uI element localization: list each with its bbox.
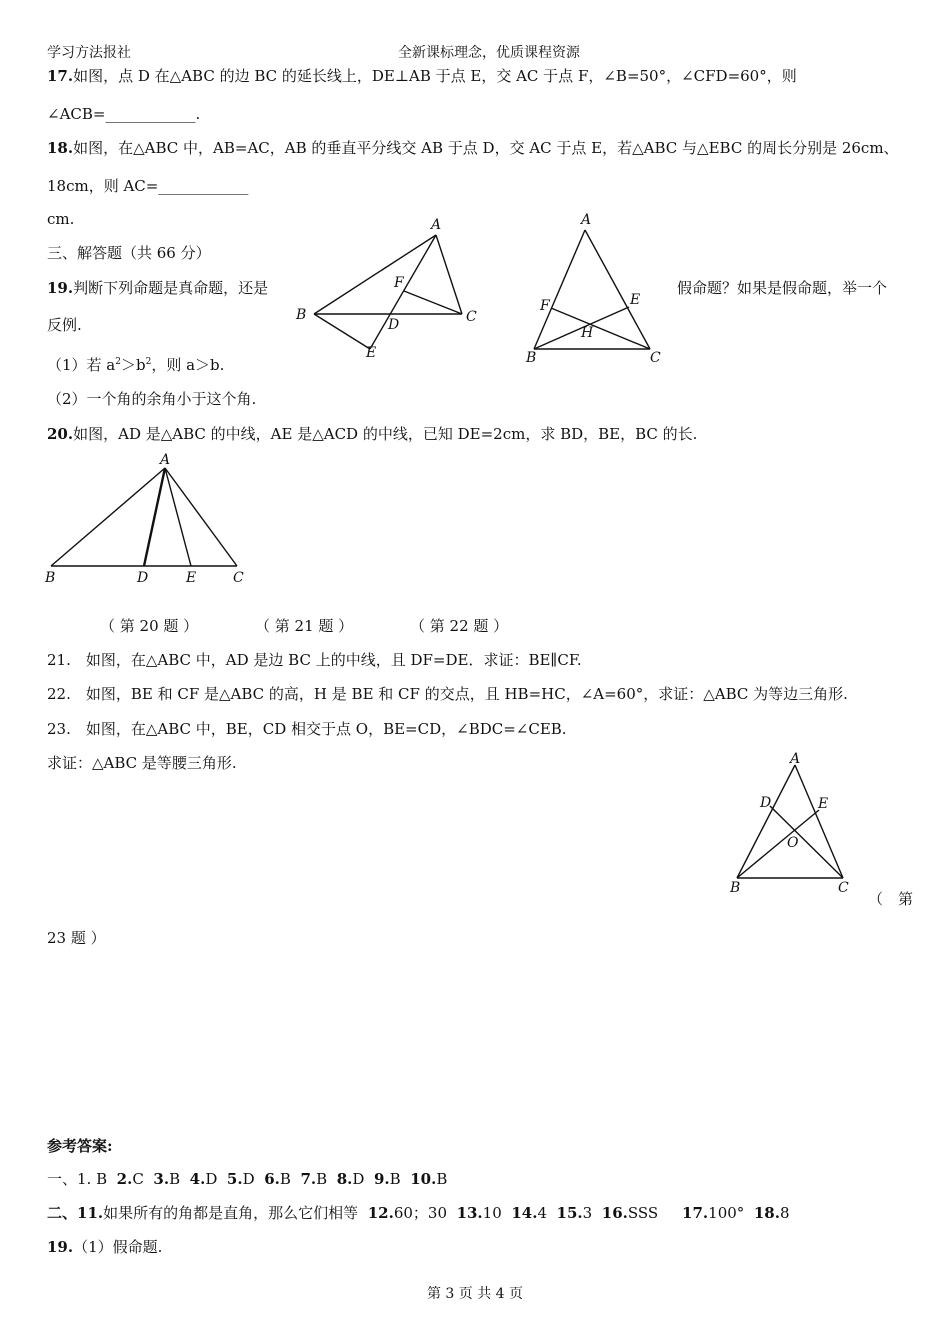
answer-item: 10.B [410, 1170, 448, 1188]
label-E: E [366, 345, 377, 361]
question-text: 如图，AD 是△ABC 的中线，AE 是△ACD 的中线，已知 DE=2cm，求 BD，BE，BC 的长. [73, 425, 698, 443]
answer-item: 8.D [336, 1170, 365, 1188]
question-text: 如图，在△ABC 中，AB=AC，AB 的垂直平分线交 AB 于点 D，交 AC 于点 E，若△ABC 与△EBC 的周长分别是 26cm、 [73, 139, 899, 157]
figure-20 [40, 450, 260, 590]
label-E: E [186, 570, 197, 586]
caption-23-part1: （ 第 [868, 890, 914, 908]
answer-item: 4.D [189, 1170, 218, 1188]
label-D: D [137, 570, 149, 586]
question-18-line2: 18cm，则 AC=____________ [47, 177, 249, 195]
answer-item: 14.4 [511, 1204, 547, 1222]
figure-18 [520, 210, 680, 370]
label-A: A [581, 212, 592, 228]
header-left: 学习方法报社 [47, 45, 131, 61]
caption-20: （ 第 20 题 ） [100, 617, 199, 635]
question-19-item1: （1）若 $a^2>b^2$，则 a＞b. [47, 356, 225, 374]
label-F: F [540, 298, 550, 314]
question-18-line3: cm. [47, 210, 75, 228]
answer-item: 9.B [373, 1170, 401, 1188]
label-D: D [388, 317, 400, 333]
caption-21: （ 第 21 题 ） [255, 617, 354, 635]
answers-row-1: 一、1. B 2.C 3.B 4.D 5.D 6.B 7.B 8.D 9.B 10.B [47, 1170, 448, 1188]
question-23: 23. 如图，在△ABC 中，BE，CD 相交于点 O，BE=CD，∠BDC=∠CEB. [47, 720, 567, 738]
figure-23 [725, 748, 875, 898]
question-number: 20. [47, 425, 74, 443]
question-number: 19. [47, 279, 74, 297]
label-F: F [394, 275, 404, 291]
question-17 [47, 66, 797, 86]
question-number: 17. [47, 67, 74, 85]
answers-row-2: 二、11.如果所有的角都是直角，那么它们相等 12.60；30 13.10 14.4 15.3 16.SSS 17.100° 18.8 [47, 1204, 790, 1222]
label-B: B [526, 350, 537, 366]
label-E: E [630, 292, 641, 308]
label-A: A [431, 217, 442, 233]
label-A: A [790, 751, 801, 767]
answer-item: 15.3 [556, 1204, 593, 1222]
label-B: B [730, 880, 741, 896]
question-23-line2: 求证：△ABC 是等腰三角形. [47, 754, 237, 772]
question-19-cont: 假命题？如果是假命题，举一个 [677, 279, 888, 297]
answer-item: 3.B [153, 1170, 181, 1188]
section-title: 三、解答题（共 66 分） [47, 244, 211, 262]
question-number: 18. [47, 139, 74, 157]
answer-item: 5.D [226, 1170, 255, 1188]
figure-17 [290, 215, 490, 365]
answer-item: 7.B [300, 1170, 328, 1188]
answers-row-3: 19.（1）假命题. [47, 1238, 163, 1256]
caption-23-part2: 23 题 ） [47, 929, 106, 947]
page-footer: 第 3 页 共 4 页 [426, 1286, 524, 1302]
answers-title: 参考答案: [47, 1137, 113, 1155]
label-B: B [296, 307, 307, 323]
question-19-line2: 反例. [47, 316, 82, 334]
caption-22: （ 第 22 题 ） [410, 617, 509, 635]
header-center: 全新课标理念，优质课程资源 [398, 45, 580, 61]
label-C: C [838, 880, 849, 896]
question-19 [47, 278, 268, 298]
label-B: B [45, 570, 56, 586]
label-C: C [233, 570, 244, 586]
label-H: H [581, 325, 594, 341]
answer-item: 13.10 [456, 1204, 502, 1222]
label-D: D [760, 795, 772, 811]
question-17-blank: ∠ACB=____________. [47, 105, 201, 123]
question-19-item2: （2）一个角的余角小于这个角. [47, 390, 257, 408]
answer-item: 18.8 [753, 1204, 790, 1222]
label-O: O [787, 835, 799, 851]
answer-item: 17.100° [682, 1204, 745, 1222]
label-C: C [466, 309, 477, 325]
answer-item: 16.SSS [601, 1204, 659, 1222]
answer-item: 2.C [116, 1170, 144, 1188]
question-text: 如图，点 D 在△ABC 的边 BC 的延长线上，DE⊥AB 于点 E，交 AC 于点 F，∠B=50°，∠CFD=60°，则 [73, 67, 797, 85]
label-C: C [650, 350, 661, 366]
question-text: 判断下列命题是真命题，还是 [73, 279, 269, 297]
question-22: 22. 如图，BE 和 CF 是△ABC 的高，H 是 BE 和 CF 的交点，且 HB=HC，∠A=60°，求证：△ABC 为等边三角形. [47, 685, 848, 703]
answer-item: 12.60；30 [367, 1204, 447, 1222]
question-21: 21. 如图，在△ABC 中，AD 是边 BC 上的中线，且 DF=DE．求证：BE∥CF. [47, 651, 582, 669]
label-E: E [818, 796, 829, 812]
question-18 [47, 138, 899, 158]
question-20 [47, 424, 697, 444]
label-A: A [160, 452, 171, 468]
answer-item: 6.B [264, 1170, 291, 1188]
